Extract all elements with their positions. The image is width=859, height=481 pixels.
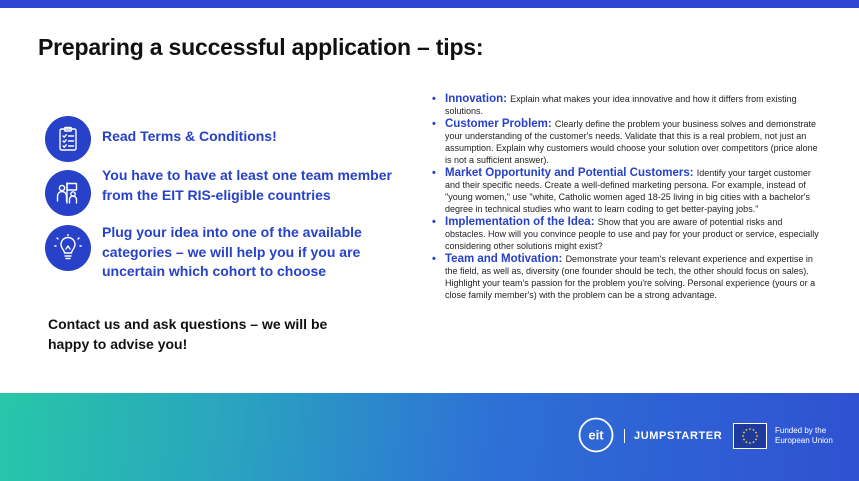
tip-title-sep: : <box>558 253 566 265</box>
footer-band <box>0 393 859 481</box>
left-item-terms <box>45 116 415 162</box>
tip-text: Identify your target customer and their specific needs. Create a well-defined marketing persona. For example, instead of "young women," use "white, Catholic women aged 18-25 living in big cities with a bachelor's degree in technical studies who want to learn coding to get better-paying jobs." <box>445 168 811 214</box>
team-flag-icon <box>45 170 91 216</box>
bullet-dot: • <box>432 253 436 265</box>
eu-flag-icon <box>733 423 767 449</box>
tip-title-sep: : <box>503 93 511 105</box>
svg-text:eit: eit <box>588 427 604 443</box>
lightbulb-idea-icon <box>45 225 91 271</box>
tip-title: Customer Problem <box>445 118 548 130</box>
funded-by-eu-text: Funded by the European Union <box>775 426 833 445</box>
tip-customer-problem <box>430 118 822 166</box>
left-item-idea <box>45 224 415 279</box>
tip-title: Implementation of the Idea <box>445 216 591 228</box>
tip-market-opportunity <box>430 167 822 215</box>
jumpstarter-logo: JUMPSTARTER <box>634 430 723 442</box>
tip-text: Demonstrate your team's relevant experience and expertise in the field, as well as, diversity (one founder should be tech, the other should focus on sales). Highlight your team's passion for the problem you're solving. Personal experience (yours or a close family member's) with the problem can be a strong advantage. <box>445 254 816 300</box>
document-checklist-icon <box>45 116 91 162</box>
tip-implementation <box>430 216 822 252</box>
tip-title: Market Opportunity and Potential Customers <box>445 167 690 179</box>
tip-title: Innovation <box>445 93 504 105</box>
left-item-text: Read Terms & Conditions! <box>102 128 277 144</box>
top-accent-bar <box>0 0 859 8</box>
bullet-dot: • <box>432 93 436 105</box>
tip-title-sep: : <box>547 118 555 130</box>
tip-innovation <box>430 93 822 117</box>
tip-text: Explain what makes your idea innovative and how it differs from existing solutions. <box>445 94 797 116</box>
tip-text: Clearly define the problem your business solves and demonstrate your understanding of the customer's needs. Validate that this is a real problem, not just an assumption. Explain why customers would choose your solution over competitors (price alone is not a sufficient answer). <box>445 119 818 165</box>
tips-list <box>430 93 822 302</box>
eit-logo <box>578 417 614 453</box>
left-item-text: Plug your idea into one of the available categories – we will help you if you are uncertain which cohort to choose <box>102 224 362 279</box>
footer-divider <box>624 429 625 443</box>
bullet-dot: • <box>432 216 436 228</box>
contact-note: Contact us and ask questions – we will be happy to advise you! <box>48 316 328 352</box>
bullet-dot: • <box>432 167 436 179</box>
tip-title-sep: : <box>689 167 697 179</box>
bullet-dot: • <box>432 118 436 130</box>
tip-text: Show that you are aware of potential risks and obstacles. How will you convince people to use and pay for your product or service, especially considering other solutions might exist? <box>445 217 819 251</box>
tip-title: Team and Motivation <box>445 253 559 265</box>
tip-title-sep: : <box>590 216 598 228</box>
left-item-text: You have to have at least one team member from the EIT RIS-eligible countries <box>102 167 392 203</box>
tip-team-motivation <box>430 253 822 301</box>
left-item-team <box>45 167 415 216</box>
page-title: Preparing a successful application – tips: <box>38 34 484 60</box>
